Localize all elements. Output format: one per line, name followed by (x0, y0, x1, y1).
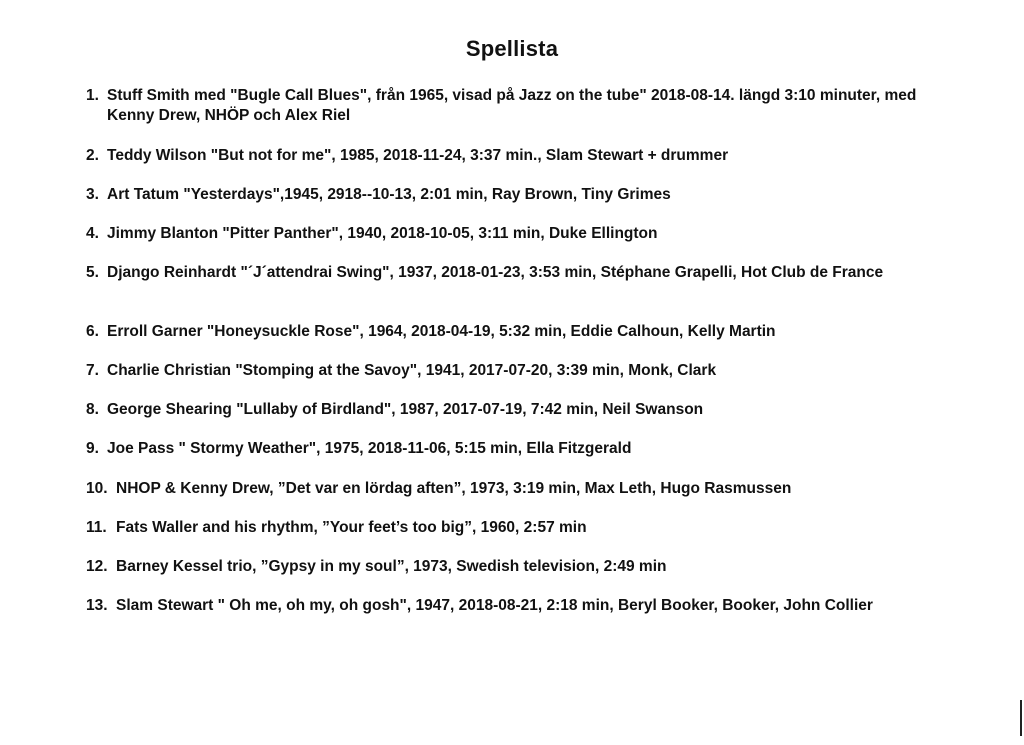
list-item (86, 518, 936, 538)
item-text: George Shearing "Lullaby of Birdland", 1987, 2017-07-19, 7:42 min, Neil Swanson (107, 401, 704, 418)
list-item (86, 86, 936, 126)
item-number: 2. (86, 147, 99, 164)
item-number: 5. (86, 264, 99, 281)
item-number: 8. (86, 401, 99, 418)
item-text: NHOP & Kenny Drew, ”Det var en lördag aften”, 1973, 3:19 min, Max Leth, Hugo Rasmussen (116, 480, 792, 497)
item-number: 13. (86, 597, 108, 614)
item-text: Fats Waller and his rhythm, ”Your feet’s too big”, 1960, 2:57 min (116, 519, 587, 536)
list-item (86, 557, 936, 577)
list-item (86, 596, 936, 616)
list-item (86, 479, 936, 499)
item-text: Barney Kessel trio, ”Gypsy in my soul”, 1973, Swedish television, 2:49 min (116, 558, 667, 575)
item-text: Stuff Smith med "Bugle Call Blues", från 1965, visad på Jazz on the tube" 2018-08-14. längd 3:10 minuter, med Kenny Drew, NHÖP och Alex Riel (107, 87, 917, 124)
list-item (86, 400, 936, 420)
item-number: 4. (86, 225, 99, 242)
item-text: Teddy Wilson "But not for me", 1985, 2018-11-24, 3:37 min., Slam Stewart + drummer (107, 147, 729, 164)
list-item (86, 224, 936, 244)
item-text: Charlie Christian "Stomping at the Savoy", 1941, 2017-07-20, 3:39 min, Monk, Clark (107, 362, 717, 379)
list-item (86, 322, 936, 342)
list-item (86, 146, 936, 166)
item-number: 3. (86, 186, 99, 203)
list-item (86, 263, 936, 283)
item-text: Slam Stewart " Oh me, oh my, oh gosh", 1947, 2018-08-21, 2:18 min, Beryl Booker, Booker, John Collier (116, 597, 873, 614)
item-number: 6. (86, 323, 99, 340)
item-number: 10. (86, 480, 108, 497)
item-text: Joe Pass " Stormy Weather", 1975, 2018-11-06, 5:15 min, Ella Fitzgerald (107, 440, 632, 457)
list-item (86, 185, 936, 205)
item-text: Django Reinhardt "´J´attendrai Swing", 1937, 2018-01-23, 3:53 min, Stéphane Grapelli, Hot Club de France (107, 264, 884, 281)
item-number: 1. (86, 87, 99, 104)
item-number: 12. (86, 558, 108, 575)
item-number: 9. (86, 440, 99, 457)
item-text: Erroll Garner "Honeysuckle Rose", 1964, 2018-04-19, 5:32 min, Eddie Calhoun, Kelly Martin (107, 323, 776, 340)
page-title: Spellista (465, 36, 559, 61)
list-item (86, 361, 936, 381)
list-item (86, 439, 936, 459)
item-number: 7. (86, 362, 99, 379)
item-text: Jimmy Blanton "Pitter Panther", 1940, 2018-10-05, 3:11 min, Duke Ellington (107, 225, 658, 242)
item-text: Art Tatum "Yesterdays",1945, 2918--10-13, 2:01 min, Ray Brown, Tiny Grimes (107, 186, 671, 203)
item-number: 11. (86, 519, 107, 536)
scan-edge-mark (1020, 700, 1022, 736)
